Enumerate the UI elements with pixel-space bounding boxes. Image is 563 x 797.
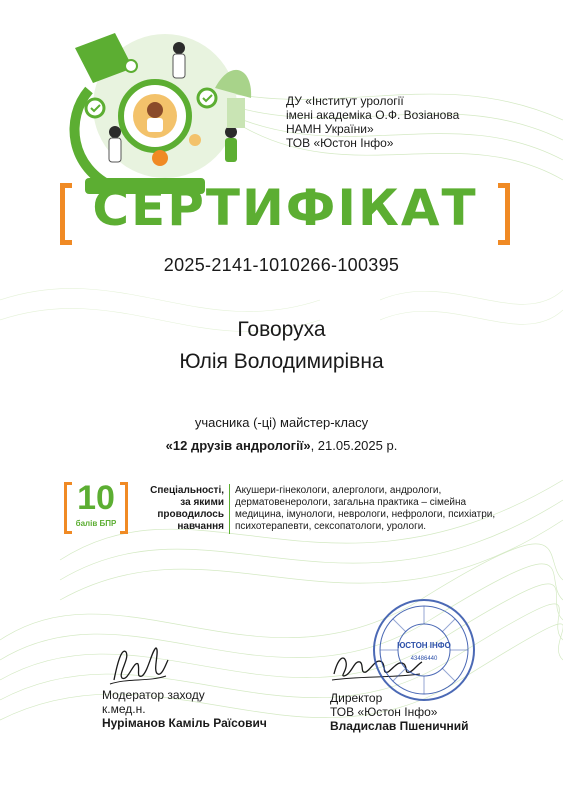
company-stamp xyxy=(372,598,476,702)
specialties-line: Акушери-гінекологи, алергологи, андрологи, xyxy=(235,485,442,496)
specialties-line: дерматовенерологи, загальна практика – сімейна xyxy=(235,497,467,508)
event-date: , 21.05.2025 р. xyxy=(310,438,398,453)
specialties-line: психотерапевти, сексопатологи, урологи. xyxy=(235,521,427,532)
moderator-block xyxy=(102,688,267,730)
moderator-signature xyxy=(108,640,170,688)
director-name: Владислав Пшеничний xyxy=(330,719,469,733)
specialties-divider xyxy=(229,484,230,534)
specialties-list xyxy=(235,485,495,533)
recipient-name: Юлія Володимирівна xyxy=(179,350,384,373)
director-role: Директор xyxy=(330,691,383,705)
director-org: ТОВ «Юстон Інфо» xyxy=(330,705,438,719)
moderator-name: Нуріманов Каміль Раїсович xyxy=(102,716,267,730)
specialties-label-line: проводилось xyxy=(157,509,224,520)
organizer-line: ДУ «Інститут урології xyxy=(286,94,404,108)
moderator-role: Модератор заходу xyxy=(102,688,205,702)
credits-badge xyxy=(64,479,128,534)
stamp-text: ЮСТОН ІНФО xyxy=(397,641,451,650)
credits-label: балів БПР xyxy=(75,519,117,528)
certificate-title xyxy=(60,179,510,247)
moderator-degree: к.мед.н. xyxy=(102,702,146,716)
specialties-line: медицина, імунологи, неврологи, нефрологи, психіатри, xyxy=(235,509,496,520)
organizers-block xyxy=(286,94,459,150)
specialties-label xyxy=(138,485,224,533)
recipient-surname: Говоруха xyxy=(237,318,326,341)
credits-points: 10 xyxy=(77,479,115,517)
event-line xyxy=(0,438,563,453)
right-bracket xyxy=(498,183,510,245)
specialties-label-line: Спеціальності, xyxy=(150,485,224,496)
badge-right-bracket xyxy=(120,482,128,534)
organizer-line: НАМН України» xyxy=(286,122,374,136)
director-block xyxy=(330,691,469,733)
specialties-label-line: навчання xyxy=(177,521,224,532)
certificate-title-text: СЕРТИФІКАТ xyxy=(92,179,478,237)
stamp-code: 43486440 xyxy=(410,656,438,662)
organizer-line: ТОВ «Юстон Інфо» xyxy=(286,136,394,150)
certificate-number: 2025-2141-1010266-100395 xyxy=(163,255,400,275)
specialties-label-line: за якими xyxy=(180,497,224,508)
organizer-line: імені академіка О.Ф. Возіанова xyxy=(286,108,460,122)
event-title: «12 друзів андрології» xyxy=(165,438,311,453)
participant-role: учасника (-ці) майстер-класу xyxy=(194,415,369,430)
